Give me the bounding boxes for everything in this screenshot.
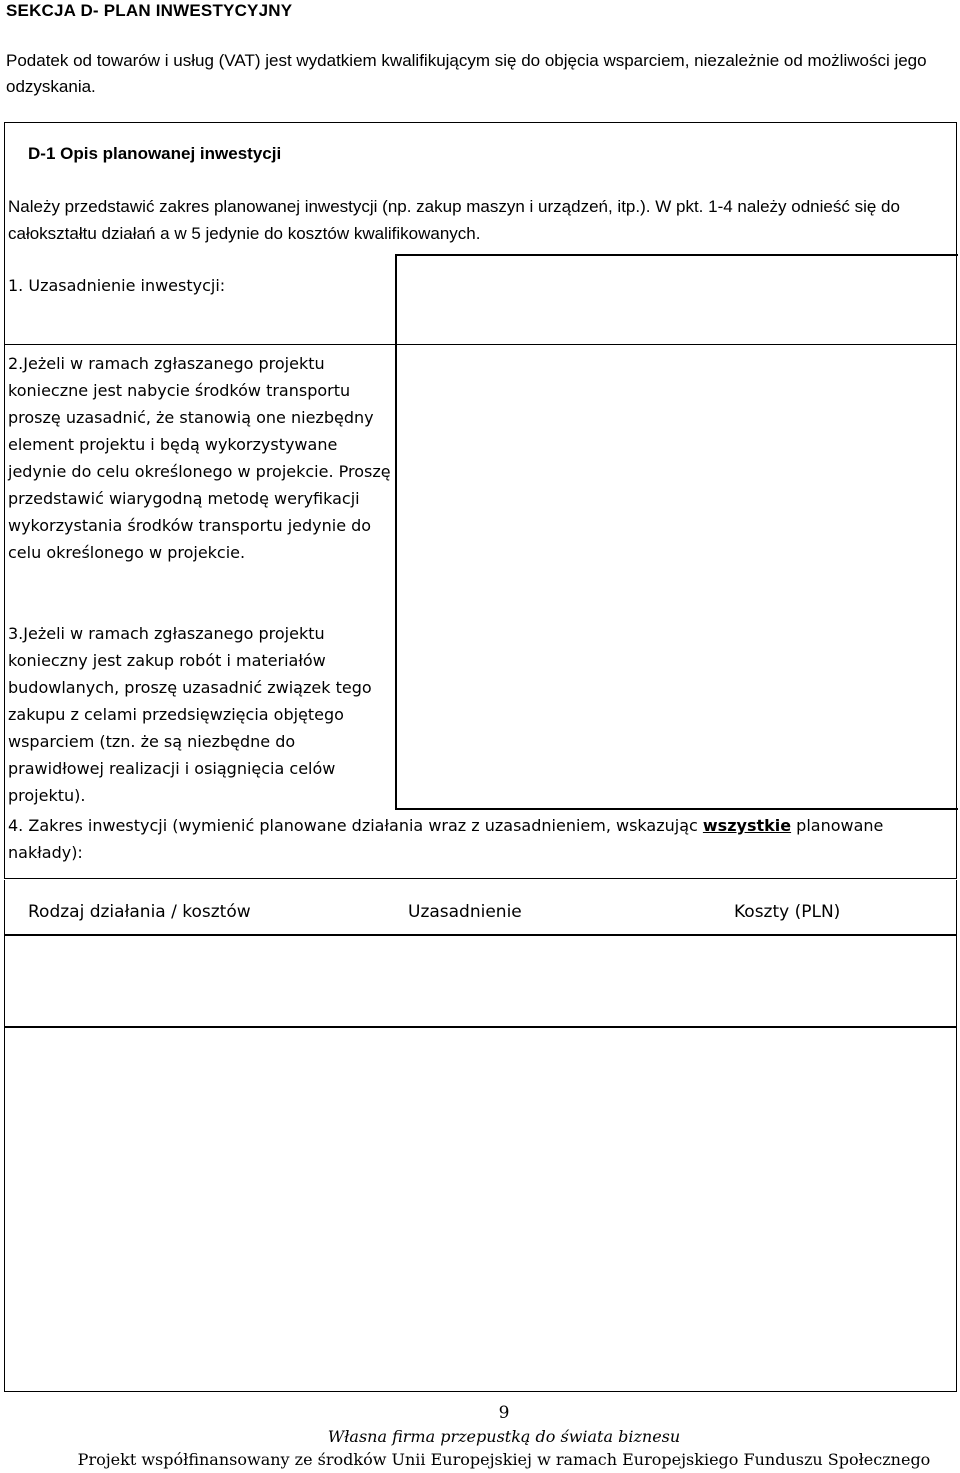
table-header-justification: Uzasadnienie <box>408 902 522 922</box>
question-1-label: 1. Uzasadnienie inwestycji: <box>8 276 226 295</box>
table-row-1-field[interactable] <box>6 936 955 1025</box>
table-row-2-field[interactable] <box>6 1028 955 1390</box>
table-header-activity: Rodzaj działania / kosztów <box>28 902 251 922</box>
question-4-emphasis: wszystkie <box>702 816 792 835</box>
question-4-text: 4. Zakres inwestycji (wymienić planowane działania wraz z uzasadnieniem, wskazując <box>8 816 703 835</box>
question-2-label: 2.Jeżeli w ramach zgłaszanego projektu konieczne jest nabycie środków transportu proszę uzasadnić, że stanowią one niezbędny element projektu i będą wykorzystywane jedynie do celu określonego w projekcie. Proszę przedstawić wiarygodną metodę weryfikacji wykorzystania środków transportu jedynie do celu określonego w projekcie. <box>8 354 391 562</box>
question-4-text-end: planowane nakłady): <box>8 816 884 862</box>
section-title: SEKCJA D- PLAN INWESTYCYJNY <box>6 1 293 20</box>
footer-slogan: Własna firma przepustką do świata biznesu <box>327 1427 681 1446</box>
question-4-label <box>8 812 953 866</box>
table-header-costs: Koszty (PLN) <box>734 902 841 922</box>
row-divider <box>395 808 958 810</box>
page-number: 9 <box>498 1403 510 1423</box>
footer-funding: Projekt współfinansowany ze środków Unii Europejskiej w ramach Europejskiego Funduszu Społecznego <box>77 1450 931 1469</box>
vat-note: Podatek od towarów i usług (VAT) jest wydatkiem kwalifikującym się do objęcia wsparciem, niezależnie od możliwości jego odzyskania. <box>6 51 927 96</box>
question-2-3-answer-field[interactable] <box>398 346 956 808</box>
d1-title: D-1 Opis planowanej inwestycji <box>28 144 282 163</box>
question-3-label: 3.Jeżeli w ramach zgłaszanego projektu konieczny jest zakup robót i materiałów budowlanych, proszę uzasadnić związek tego zakupu z celami przedsięwzięcia objętego wsparciem (tzn. że są niezbędne do prawidłowej realizacji i osiągnięcia celów projektu). <box>8 624 372 805</box>
question-1-answer-field[interactable] <box>398 256 956 344</box>
d1-description: Należy przedstawić zakres planowanej inwestycji (np. zakup maszyn i urządzeń, itp.). W pkt. 1-4 należy odnieść się do całokształtu działań a w 5 jedynie do kosztów kwalifikowanych. <box>8 197 900 243</box>
